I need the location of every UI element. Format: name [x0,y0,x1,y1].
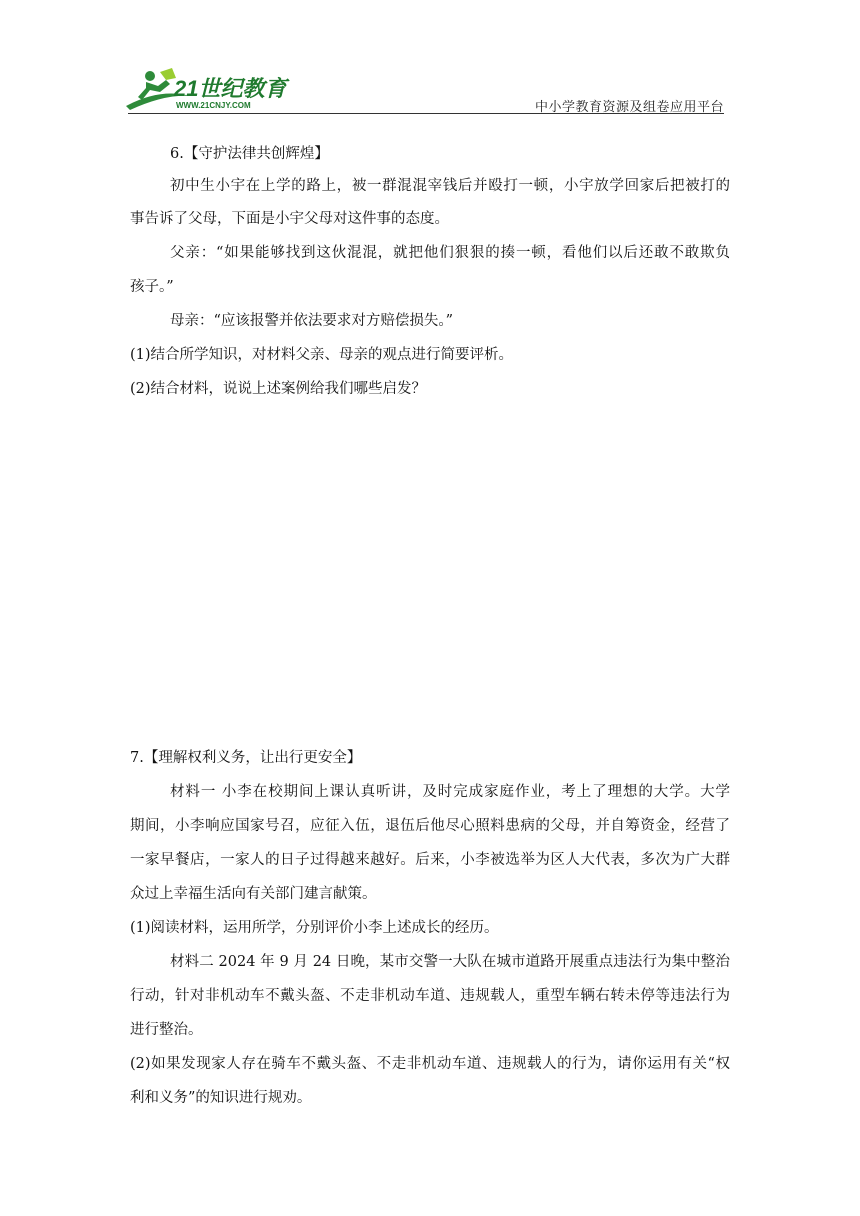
q7-title: 7.【理解权利义务，让出行更安全】 [130,750,362,766]
q6-subquestion-1: (1)结合所学知识，对材料父亲、母亲的观点进行简要评析。 [130,347,514,363]
q7-subquestion-2-line: (2)如果发现家人存在骑车不戴头盔、不走非机动车道、违规载人的行为，请你运用有关“权 [130,1056,730,1072]
q7-material1-line: 期间，小李响应国家号召，应征入伍，退伍后他尽心照料患病的父母，并自筹资金，经营了 [130,818,730,834]
q7-subquestion-1: (1)阅读材料，运用所学，分别评价小李上述成长的经历。 [130,920,499,936]
header-divider [128,113,724,114]
q7-material1-line: 材料一 小李在校期间上课认真听讲，及时完成家庭作业，考上了理想的大学。大学 [170,784,730,800]
q6-subquestion-2: (2)结合材料，说说上述案例给我们哪些启发？ [130,381,427,397]
logo-21cnjy [120,66,290,112]
q6-father-line: 孩子。” [130,279,174,295]
q6-title: 6.【守护法律共创辉煌】 [170,146,329,162]
q7-material2-line: 行动，针对非机动车不戴头盔、不走非机动车道、违规载人，重型车辆右转未停等违法行为 [130,988,730,1004]
q7-material1-line: 众过上幸福生活向有关部门建言献策。 [130,886,377,902]
page-header [0,0,860,120]
q7-material2-line: 进行整治。 [130,1022,203,1038]
q6-mother: 母亲：“应该报警并依法要求对方赔偿损失。” [170,313,454,329]
q6-paragraph-line: 初中生小宇在上学的路上，被一群混混宰钱后并殴打一顿，小宇放学回家后把被打的 [170,178,730,194]
q7-material1-line: 一家早餐店，一家人的日子过得越来越好。后来，小李被选举为区人大代表，多次为广大群 [130,852,730,868]
logo-url: WWW.21CNJY.COM [176,101,251,110]
q7-material2-line: 材料二 2024 年 9 月 24 日晚，某市交警一大队在城市道路开展重点违法行为集中整治 [170,954,730,970]
q6-paragraph-line: 事告诉了父母，下面是小宇父母对这件事的态度。 [130,211,449,227]
platform-name: 中小学教育资源及组卷应用平台 [534,100,724,115]
q6-father-line: 父亲：“如果能够找到这伙混混，就把他们狠狠的揍一顿，看他们以后还敢不敢欺负 [170,245,730,261]
q7-subquestion-2-line: 利和义务”的知识进行规劝。 [130,1090,312,1106]
logo-text: 21世纪教育 [174,76,287,101]
